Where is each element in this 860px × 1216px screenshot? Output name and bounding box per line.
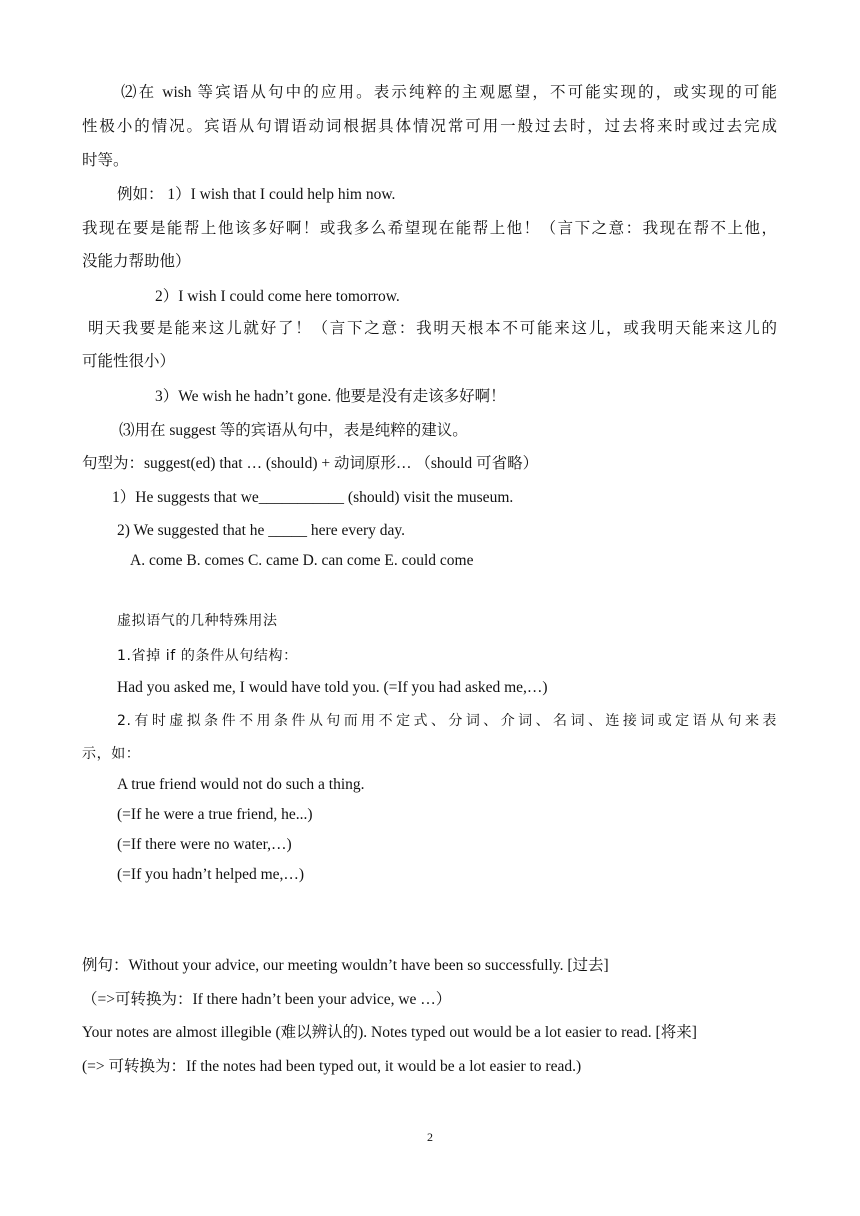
example-2-sentence: 2）I wish I could come here tomorrow.	[155, 288, 400, 305]
example-sentence-future: Your notes are almost illegible (难以辨认的). Notes typed out would be a lot easier to read. [将来]	[82, 1024, 697, 1041]
example-1-sentence: 例如： 1）I wish that I could help him now.	[117, 186, 396, 203]
special-usage-2-paraphrase-3: (=If you hadn’t helped me,…)	[117, 866, 305, 883]
special-usage-2-example: A true friend would not do such a thing.	[117, 776, 365, 793]
wish-description-end: 时等。	[82, 152, 129, 169]
example-sentence-past-conversion: （=>可转换为：If there hadn’t been your advice, we …）	[82, 991, 452, 1008]
example-2-translation-end: 可能性很小）	[82, 353, 176, 370]
special-usage-2-title-end: 示，如：	[82, 746, 141, 762]
special-usage-2-paraphrase-1: (=If he were a true friend, he...)	[117, 806, 313, 823]
special-usage-1-title: 1.省掉 if 的条件从句结构：	[117, 648, 298, 664]
special-usage-2-title: 2.有时虚拟条件不用条件从句而用不定式、分词、介词、名词、连接词或定语从句来表	[117, 713, 777, 729]
special-usage-2-paraphrase-2: (=If there were no water,…)	[117, 836, 292, 853]
suggest-pattern-line: 句型为：suggest(ed) that … (should) + 动词原形… （should 可省略）	[82, 455, 539, 472]
wish-description-line: 性极小的情况。宾语从句谓语动词根据具体情况常可用一般过去时，过去将来时或过去完成	[82, 118, 777, 135]
example-1-translation-end: 没能力帮助他）	[82, 253, 191, 270]
example-2-translation: 明天我要是能来这儿就好了！（言下之意：我明天根本不可能来这儿，或我明天能来这儿的	[88, 320, 777, 337]
wish-heading-line: ⑵在 wish 等宾语从句中的应用。表示纯粹的主观愿望，不可能实现的，或实现的可能	[121, 84, 777, 101]
suggest-exercise-2: 2) We suggested that he _____ here every day.	[117, 522, 405, 539]
example-sentence-past: 例句：Without your advice, our meeting wouldn’t have been so successfully. [过去]	[82, 957, 609, 974]
page-number: 2	[427, 1130, 433, 1144]
example-3-sentence: 3）We wish he hadn’t gone. 他要是没有走该多好啊！	[155, 388, 506, 405]
special-usage-heading: 虚拟语气的几种特殊用法	[117, 613, 278, 629]
suggest-heading-line: ⑶用在 suggest 等的宾语从句中，表是纯粹的建议。	[119, 422, 468, 439]
suggest-exercise-1: 1）He suggests that we___________ (should) visit the museum.	[112, 489, 514, 506]
special-usage-1-example: Had you asked me, I would have told you. (=If you had asked me,…)	[117, 679, 548, 696]
example-sentence-future-conversion: (=> 可转换为：If the notes had been typed out, it would be a lot easier to read.)	[82, 1058, 582, 1075]
suggest-exercise-options: A. come B. comes C. came D. can come E. could come	[130, 552, 474, 569]
example-1-translation: 我现在要是能帮上他该多好啊！或我多么希望现在能帮上他！（言下之意：我现在帮不上他，	[82, 220, 777, 237]
